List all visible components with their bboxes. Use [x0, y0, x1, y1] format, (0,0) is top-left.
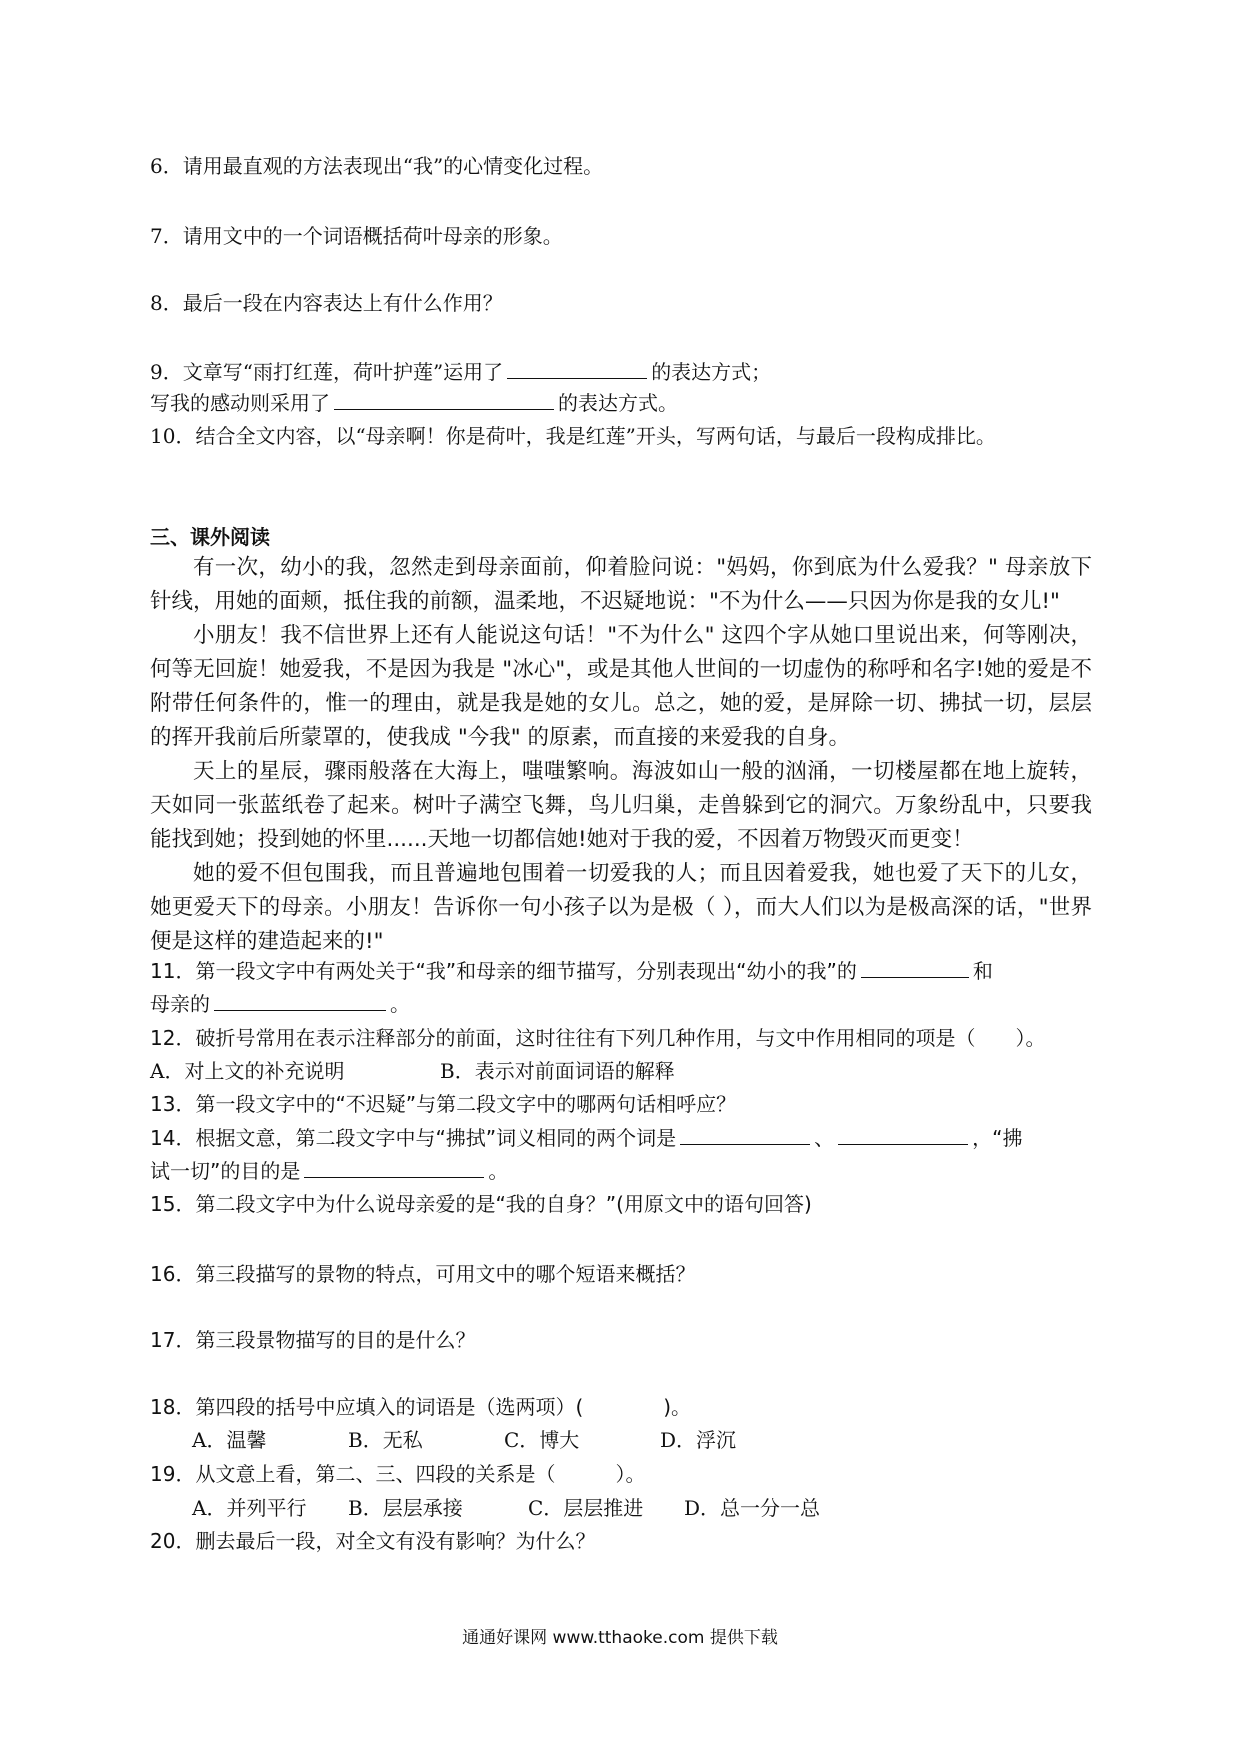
- option-a[interactable]: A．对上文的补充说明: [150, 1059, 345, 1083]
- question-11-text-b: 和: [972, 959, 993, 983]
- answer-blank[interactable]: [680, 1124, 810, 1145]
- option-a[interactable]: A．并列平行: [192, 1496, 307, 1520]
- question-19: 19．从文意上看，第二、三、四段的关系是（ ）。: [150, 1462, 646, 1486]
- answer-blank[interactable]: [861, 957, 969, 978]
- question-16: 16．第三段描写的景物的特点，可用文中的哪个短语来概括？: [150, 1262, 696, 1286]
- question-14: [150, 1124, 1023, 1152]
- question-14-text-a: 14．根据文意，第二段文字中与“拂拭”词义相同的两个词是: [150, 1126, 677, 1150]
- answer-blank[interactable]: [838, 1124, 968, 1145]
- question-9-text-d: 的表达方式。: [558, 391, 678, 415]
- answer-blank[interactable]: [507, 358, 647, 379]
- question-14-text-b: 、: [814, 1126, 835, 1150]
- page-footer: 通通好课网 www.tthaoke.com 提供下载: [462, 1628, 778, 1648]
- option-b[interactable]: B．表示对前面词语的解释: [440, 1059, 675, 1083]
- question-14-cont: [150, 1157, 508, 1185]
- question-20: 20．删去最后一段，对全文有没有影响？为什么？: [150, 1529, 596, 1553]
- question-11: [150, 957, 993, 985]
- section-title: 三、课外阅读: [150, 525, 270, 549]
- question-9-text-c: 写我的感动则采用了: [150, 391, 330, 415]
- answer-blank[interactable]: [304, 1157, 484, 1178]
- option-d[interactable]: D．浮沉: [660, 1428, 737, 1452]
- option-c[interactable]: C．博大: [504, 1428, 580, 1452]
- question-8: 8．最后一段在内容表达上有什么作用？: [150, 291, 503, 315]
- question-19-options: [192, 1494, 820, 1522]
- question-11-cont: [150, 990, 410, 1018]
- question-14-text-e: 。: [488, 1159, 509, 1183]
- question-11-text-a: 11．第一段文字中有两处关于“我”和母亲的细节描写，分别表现出“幼小的我”的: [150, 959, 857, 983]
- question-9: [150, 358, 771, 386]
- question-13: 13．第一段文字中的“不迟疑”与第二段文字中的哪两句话相呼应？: [150, 1092, 737, 1116]
- question-9-text-b: 的表达方式；: [651, 360, 772, 384]
- question-12-options: [150, 1057, 675, 1085]
- question-14-text-d: 试一切”的目的是: [150, 1159, 301, 1183]
- passage-paragraph-2: 小朋友！我不信世界上还有人能说这句话！"不为什么" 这四个字从她口里说出来，何等刚决，何等无回旋！她爱我，不是因为我是 "冰心"，或是其他人世间的一切虚伪的称呼和名字!她的爱是不附带任何条件的，惟一的理由，就是我是她的女儿。总之，她的爱，是屏除一切、拂拭一切，层层的挥开我前后所蒙罩的，使我成 "今我" 的原素，而直接的来爱我的自身。: [150, 623, 1092, 750]
- option-a[interactable]: A．温馨: [192, 1428, 267, 1452]
- option-c[interactable]: C．层层推进: [528, 1496, 644, 1520]
- question-14-text-c: ，“拂: [972, 1126, 1023, 1150]
- question-15: 15．第二段文字中为什么说母亲爱的是“我的自身？”(用原文中的语句回答): [150, 1192, 812, 1216]
- passage-paragraph-1: 有一次，幼小的我，忽然走到母亲面前，仰着脸问说："妈妈，你到底为什么爱我？" 母亲放下针线，用她的面颊，抵住我的前额，温柔地，不迟疑地说："不为什么——只因为你是我的女儿!": [150, 555, 1092, 614]
- question-17: 17．第三段景物描写的目的是什么？: [150, 1328, 476, 1352]
- question-10: 10．结合全文内容，以“母亲啊！你是荷叶，我是红莲”开头，写两句话，与最后一段构成排比。: [150, 424, 996, 448]
- option-d[interactable]: D．总一分一总: [684, 1496, 821, 1520]
- passage-paragraph-3: 天上的星辰，骤雨般落在大海上，嗤嗤繁响。海波如山一般的汹涌，一切楼屋都在地上旋转，天如同一张蓝纸卷了起来。树叶子满空飞舞，鸟儿归巢，走兽躲到它的洞穴。万象纷乱中，只要我能找到她；投到她的怀里......天地一切都信她!她对于我的爱，不因着万物毁灭而更变！: [150, 759, 1092, 852]
- passage-paragraph-4: 她的爱不但包围我，而且普遍地包围着一切爱我的人；而且因着爱我，她也爱了天下的儿女，她更爱天下的母亲。小朋友！告诉你一句小孩子以为是极（ ），而大人们以为是极高深的话，"世界便是这样的建造起来的!": [150, 861, 1092, 954]
- question-12: 12．破折号常用在表示注释部分的前面，这时往往有下列几种作用，与文中作用相同的项是（ ）。: [150, 1026, 1046, 1050]
- question-7: 7．请用文中的一个词语概括荷叶母亲的形象。: [150, 224, 563, 248]
- question-9-text-a: 9．文章写“雨打红莲，荷叶护莲”运用了: [150, 360, 504, 384]
- option-b[interactable]: B．无私: [348, 1428, 423, 1452]
- option-b[interactable]: B．层层承接: [348, 1496, 463, 1520]
- answer-blank[interactable]: [334, 389, 554, 410]
- question-9-cont: [150, 389, 678, 417]
- answer-blank[interactable]: [214, 990, 386, 1011]
- question-6: 6．请用最直观的方法表现出“我”的心情变化过程。: [150, 154, 604, 178]
- question-18: 18．第四段的括号中应填入的词语是（选两项）( )。: [150, 1395, 692, 1419]
- question-11-text-d: 。: [390, 992, 410, 1016]
- question-18-options: [192, 1426, 736, 1454]
- question-11-text-c: 母亲的: [150, 992, 210, 1016]
